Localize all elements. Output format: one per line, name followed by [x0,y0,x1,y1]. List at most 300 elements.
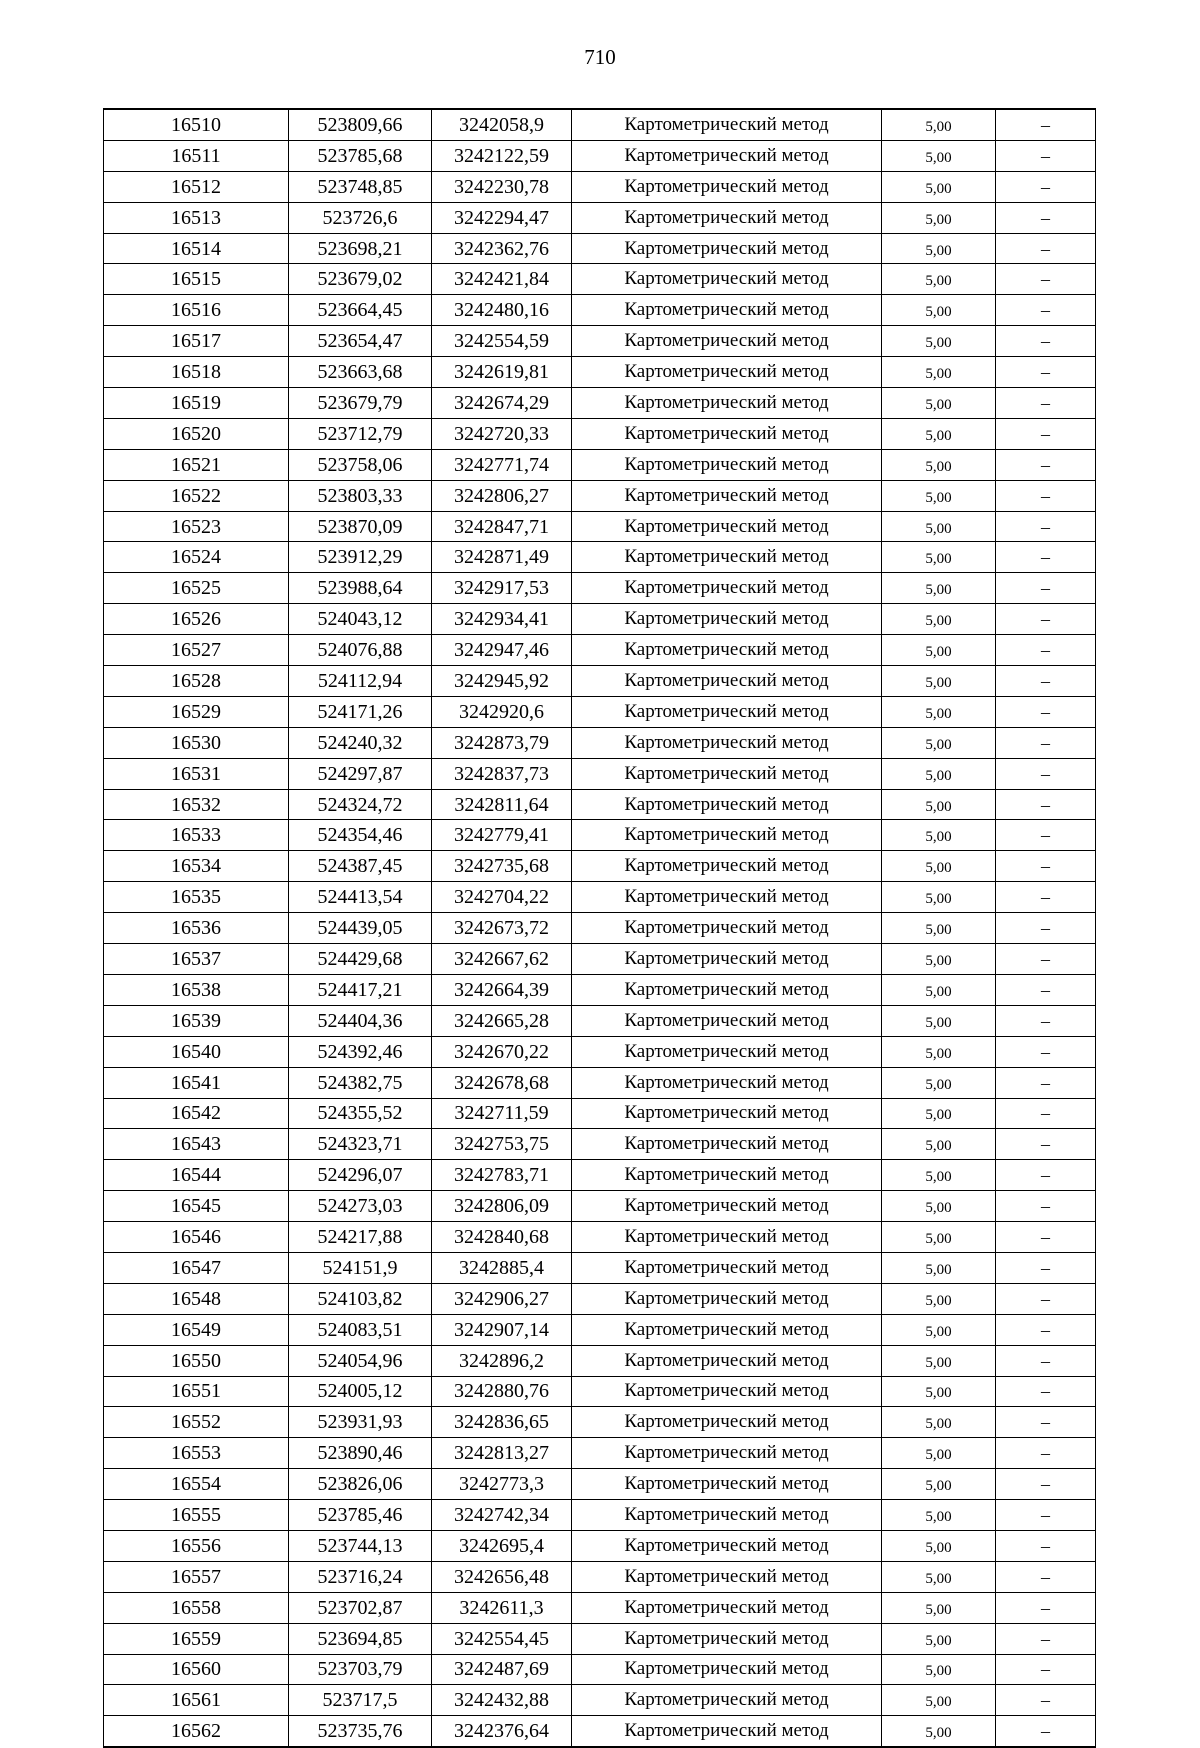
method-cell: Картометрический метод [572,140,882,171]
note-cell: – [996,171,1096,202]
method-cell: Картометрический метод [572,789,882,820]
point-number-cell: 16531 [104,758,289,789]
method-cell: Картометрический метод [572,326,882,357]
method-cell: Картометрический метод [572,418,882,449]
y-coordinate-cell: 3242554,59 [432,326,572,357]
point-number-cell: 16533 [104,820,289,851]
x-coordinate-cell: 524076,88 [289,635,432,666]
x-coordinate-cell: 524413,54 [289,882,432,913]
point-number-cell: 16545 [104,1191,289,1222]
y-coordinate-cell: 3242885,4 [432,1252,572,1283]
method-cell: Картометрический метод [572,542,882,573]
note-cell: – [996,1716,1096,1747]
method-cell: Картометрический метод [572,1160,882,1191]
x-coordinate-cell: 524354,46 [289,820,432,851]
table-row [104,727,1096,758]
note-cell: – [996,1345,1096,1376]
x-coordinate-cell: 523679,79 [289,388,432,419]
method-cell: Картометрический метод [572,1530,882,1561]
y-coordinate-cell: 3242840,68 [432,1222,572,1253]
y-coordinate-cell: 3242917,53 [432,573,572,604]
error-cell: 5,00 [882,820,996,851]
y-coordinate-cell: 3242695,4 [432,1530,572,1561]
table-row [104,202,1096,233]
point-number-cell: 16547 [104,1252,289,1283]
note-cell: – [996,1623,1096,1654]
method-cell: Картометрический метод [572,1314,882,1345]
y-coordinate-cell: 3242664,39 [432,974,572,1005]
point-number-cell: 16510 [104,109,289,140]
method-cell: Картометрический метод [572,1098,882,1129]
note-cell: – [996,944,1096,975]
point-number-cell: 16526 [104,604,289,635]
method-cell: Картометрический метод [572,1191,882,1222]
note-cell: – [996,202,1096,233]
table-row [104,1252,1096,1283]
table-row [104,388,1096,419]
table-row [104,449,1096,480]
error-cell: 5,00 [882,1314,996,1345]
note-cell: – [996,1067,1096,1098]
error-cell: 5,00 [882,388,996,419]
point-number-cell: 16554 [104,1469,289,1500]
point-number-cell: 16546 [104,1222,289,1253]
method-cell: Картометрический метод [572,1561,882,1592]
table-row [104,1160,1096,1191]
note-cell: – [996,1098,1096,1129]
note-cell: – [996,635,1096,666]
note-cell: – [996,1407,1096,1438]
table-row [104,1716,1096,1747]
table-row [104,1500,1096,1531]
error-cell: 5,00 [882,1654,996,1685]
method-cell: Картометрический метод [572,449,882,480]
point-number-cell: 16549 [104,1314,289,1345]
error-cell: 5,00 [882,1623,996,1654]
x-coordinate-cell: 523912,29 [289,542,432,573]
error-cell: 5,00 [882,789,996,820]
error-cell: 5,00 [882,1500,996,1531]
error-cell: 5,00 [882,264,996,295]
table-row [104,1222,1096,1253]
error-cell: 5,00 [882,1685,996,1716]
table-row [104,1067,1096,1098]
y-coordinate-cell: 3242907,14 [432,1314,572,1345]
x-coordinate-cell: 524382,75 [289,1067,432,1098]
note-cell: – [996,1160,1096,1191]
x-coordinate-cell: 523890,46 [289,1438,432,1469]
table-row [104,233,1096,264]
method-cell: Картометрический метод [572,882,882,913]
x-coordinate-cell: 524387,45 [289,851,432,882]
table-row [104,511,1096,542]
x-coordinate-cell: 523785,46 [289,1500,432,1531]
table-row [104,1036,1096,1067]
method-cell: Картометрический метод [572,1036,882,1067]
note-cell: – [996,666,1096,697]
note-cell: – [996,820,1096,851]
y-coordinate-cell: 3242735,68 [432,851,572,882]
error-cell: 5,00 [882,1592,996,1623]
x-coordinate-cell: 523785,68 [289,140,432,171]
y-coordinate-cell: 3242847,71 [432,511,572,542]
method-cell: Картометрический метод [572,171,882,202]
method-cell: Картометрический метод [572,1345,882,1376]
y-coordinate-cell: 3242811,64 [432,789,572,820]
error-cell: 5,00 [882,202,996,233]
y-coordinate-cell: 3242934,41 [432,604,572,635]
x-coordinate-cell: 524273,03 [289,1191,432,1222]
point-number-cell: 16555 [104,1500,289,1531]
point-number-cell: 16551 [104,1376,289,1407]
method-cell: Картометрический метод [572,727,882,758]
method-cell: Картометрический метод [572,604,882,635]
error-cell: 5,00 [882,1160,996,1191]
method-cell: Картометрический метод [572,1407,882,1438]
error-cell: 5,00 [882,635,996,666]
point-number-cell: 16543 [104,1129,289,1160]
method-cell: Картометрический метод [572,295,882,326]
point-number-cell: 16544 [104,1160,289,1191]
note-cell: – [996,109,1096,140]
error-cell: 5,00 [882,295,996,326]
method-cell: Картометрический метод [572,1623,882,1654]
table-row [104,357,1096,388]
error-cell: 5,00 [882,511,996,542]
point-number-cell: 16540 [104,1036,289,1067]
y-coordinate-cell: 3242432,88 [432,1685,572,1716]
y-coordinate-cell: 3242837,73 [432,758,572,789]
note-cell: – [996,233,1096,264]
point-number-cell: 16527 [104,635,289,666]
table-row [104,1129,1096,1160]
error-cell: 5,00 [882,1191,996,1222]
point-number-cell: 16562 [104,1716,289,1747]
note-cell: – [996,418,1096,449]
error-cell: 5,00 [882,944,996,975]
table-row [104,480,1096,511]
table-row [104,1592,1096,1623]
y-coordinate-cell: 3242896,2 [432,1345,572,1376]
x-coordinate-cell: 524439,05 [289,913,432,944]
point-number-cell: 16530 [104,727,289,758]
coordinates-table [103,108,1096,1748]
error-cell: 5,00 [882,1252,996,1283]
y-coordinate-cell: 3242906,27 [432,1283,572,1314]
table-row [104,1283,1096,1314]
method-cell: Картометрический метод [572,202,882,233]
error-cell: 5,00 [882,913,996,944]
method-cell: Картометрический метод [572,913,882,944]
y-coordinate-cell: 3242487,69 [432,1654,572,1685]
y-coordinate-cell: 3242294,47 [432,202,572,233]
x-coordinate-cell: 523679,02 [289,264,432,295]
method-cell: Картометрический метод [572,696,882,727]
x-coordinate-cell: 523663,68 [289,357,432,388]
table-row [104,1685,1096,1716]
y-coordinate-cell: 3242665,28 [432,1005,572,1036]
method-cell: Картометрический метод [572,1376,882,1407]
error-cell: 5,00 [882,666,996,697]
y-coordinate-cell: 3242920,6 [432,696,572,727]
point-number-cell: 16524 [104,542,289,573]
note-cell: – [996,913,1096,944]
table-row [104,974,1096,1005]
x-coordinate-cell: 524240,32 [289,727,432,758]
table-row [104,109,1096,140]
x-coordinate-cell: 524324,72 [289,789,432,820]
table-row [104,1005,1096,1036]
y-coordinate-cell: 3242711,59 [432,1098,572,1129]
point-number-cell: 16553 [104,1438,289,1469]
table-row [104,1191,1096,1222]
note-cell: – [996,1530,1096,1561]
method-cell: Картометрический метод [572,357,882,388]
table-row [104,1376,1096,1407]
error-cell: 5,00 [882,1561,996,1592]
point-number-cell: 16514 [104,233,289,264]
error-cell: 5,00 [882,1129,996,1160]
error-cell: 5,00 [882,851,996,882]
method-cell: Картометрический метод [572,264,882,295]
x-coordinate-cell: 523758,06 [289,449,432,480]
point-number-cell: 16560 [104,1654,289,1685]
table-row [104,851,1096,882]
x-coordinate-cell: 523717,5 [289,1685,432,1716]
point-number-cell: 16517 [104,326,289,357]
method-cell: Картометрический метод [572,1438,882,1469]
note-cell: – [996,140,1096,171]
x-coordinate-cell: 524217,88 [289,1222,432,1253]
note-cell: – [996,1283,1096,1314]
note-cell: – [996,727,1096,758]
y-coordinate-cell: 3242806,27 [432,480,572,511]
method-cell: Картометрический метод [572,1716,882,1747]
y-coordinate-cell: 3242122,59 [432,140,572,171]
error-cell: 5,00 [882,480,996,511]
table-row [104,1623,1096,1654]
table-row [104,326,1096,357]
note-cell: – [996,1685,1096,1716]
table-row [104,140,1096,171]
x-coordinate-cell: 523716,24 [289,1561,432,1592]
note-cell: – [996,573,1096,604]
error-cell: 5,00 [882,1438,996,1469]
error-cell: 5,00 [882,1530,996,1561]
method-cell: Картометрический метод [572,1005,882,1036]
point-number-cell: 16536 [104,913,289,944]
table-row [104,295,1096,326]
x-coordinate-cell: 524043,12 [289,604,432,635]
point-number-cell: 16518 [104,357,289,388]
x-coordinate-cell: 524429,68 [289,944,432,975]
y-coordinate-cell: 3242670,22 [432,1036,572,1067]
error-cell: 5,00 [882,1376,996,1407]
table-row [104,696,1096,727]
note-cell: – [996,480,1096,511]
y-coordinate-cell: 3242742,34 [432,1500,572,1531]
point-number-cell: 16529 [104,696,289,727]
point-number-cell: 16561 [104,1685,289,1716]
error-cell: 5,00 [882,449,996,480]
y-coordinate-cell: 3242773,3 [432,1469,572,1500]
note-cell: – [996,1314,1096,1345]
x-coordinate-cell: 523654,47 [289,326,432,357]
table-row [104,171,1096,202]
point-number-cell: 16550 [104,1345,289,1376]
x-coordinate-cell: 523694,85 [289,1623,432,1654]
error-cell: 5,00 [882,1036,996,1067]
method-cell: Картометрический метод [572,758,882,789]
note-cell: – [996,604,1096,635]
method-cell: Картометрический метод [572,1500,882,1531]
x-coordinate-cell: 523703,79 [289,1654,432,1685]
method-cell: Картометрический метод [572,820,882,851]
error-cell: 5,00 [882,1407,996,1438]
y-coordinate-cell: 3242230,78 [432,171,572,202]
table-row [104,573,1096,604]
x-coordinate-cell: 523726,6 [289,202,432,233]
error-cell: 5,00 [882,1005,996,1036]
table-row [104,882,1096,913]
table-row [104,1098,1096,1129]
table-row [104,1438,1096,1469]
y-coordinate-cell: 3242674,29 [432,388,572,419]
note-cell: – [996,789,1096,820]
x-coordinate-cell: 523826,06 [289,1469,432,1500]
note-cell: – [996,1561,1096,1592]
y-coordinate-cell: 3242656,48 [432,1561,572,1592]
method-cell: Картометрический метод [572,388,882,419]
table-row [104,604,1096,635]
error-cell: 5,00 [882,727,996,758]
method-cell: Картометрический метод [572,974,882,1005]
note-cell: – [996,1654,1096,1685]
table-row [104,542,1096,573]
page-number: 710 [584,45,616,69]
note-cell: – [996,1005,1096,1036]
y-coordinate-cell: 3242806,09 [432,1191,572,1222]
error-cell: 5,00 [882,604,996,635]
note-cell: – [996,974,1096,1005]
y-coordinate-cell: 3242783,71 [432,1160,572,1191]
table-row [104,820,1096,851]
note-cell: – [996,696,1096,727]
x-coordinate-cell: 524323,71 [289,1129,432,1160]
note-cell: – [996,1252,1096,1283]
table-row [104,1345,1096,1376]
table-row [104,1407,1096,1438]
y-coordinate-cell: 3242945,92 [432,666,572,697]
y-coordinate-cell: 3242947,46 [432,635,572,666]
method-cell: Картометрический метод [572,851,882,882]
note-cell: – [996,388,1096,419]
x-coordinate-cell: 524054,96 [289,1345,432,1376]
x-coordinate-cell: 524392,46 [289,1036,432,1067]
table-row [104,1654,1096,1685]
error-cell: 5,00 [882,1469,996,1500]
point-number-cell: 16519 [104,388,289,419]
x-coordinate-cell: 523748,85 [289,171,432,202]
y-coordinate-cell: 3242871,49 [432,542,572,573]
method-cell: Картометрический метод [572,1129,882,1160]
error-cell: 5,00 [882,1067,996,1098]
point-number-cell: 16537 [104,944,289,975]
x-coordinate-cell: 524297,87 [289,758,432,789]
point-number-cell: 16541 [104,1067,289,1098]
method-cell: Картометрический метод [572,1685,882,1716]
x-coordinate-cell: 524404,36 [289,1005,432,1036]
error-cell: 5,00 [882,1098,996,1129]
error-cell: 5,00 [882,326,996,357]
method-cell: Картометрический метод [572,573,882,604]
x-coordinate-cell: 523712,79 [289,418,432,449]
note-cell: – [996,1191,1096,1222]
point-number-cell: 16511 [104,140,289,171]
point-number-cell: 16557 [104,1561,289,1592]
method-cell: Картометрический метод [572,1252,882,1283]
y-coordinate-cell: 3242673,72 [432,913,572,944]
table-row [104,913,1096,944]
y-coordinate-cell: 3242480,16 [432,295,572,326]
table-row [104,666,1096,697]
table-row [104,635,1096,666]
note-cell: – [996,882,1096,913]
table-row [104,1314,1096,1345]
table-row [104,789,1096,820]
point-number-cell: 16513 [104,202,289,233]
point-number-cell: 16528 [104,666,289,697]
method-cell: Картометрический метод [572,1222,882,1253]
x-coordinate-cell: 524296,07 [289,1160,432,1191]
point-number-cell: 16516 [104,295,289,326]
point-number-cell: 16539 [104,1005,289,1036]
error-cell: 5,00 [882,758,996,789]
note-cell: – [996,449,1096,480]
note-cell: – [996,851,1096,882]
point-number-cell: 16559 [104,1623,289,1654]
y-coordinate-cell: 3242880,76 [432,1376,572,1407]
error-cell: 5,00 [882,140,996,171]
table-row [104,758,1096,789]
point-number-cell: 16520 [104,418,289,449]
x-coordinate-cell: 523809,66 [289,109,432,140]
method-cell: Картометрический метод [572,1654,882,1685]
y-coordinate-cell: 3242753,75 [432,1129,572,1160]
note-cell: – [996,1129,1096,1160]
point-number-cell: 16548 [104,1283,289,1314]
y-coordinate-cell: 3242813,27 [432,1438,572,1469]
method-cell: Картометрический метод [572,635,882,666]
point-number-cell: 16534 [104,851,289,882]
error-cell: 5,00 [882,1222,996,1253]
y-coordinate-cell: 3242667,62 [432,944,572,975]
error-cell: 5,00 [882,573,996,604]
point-number-cell: 16523 [104,511,289,542]
method-cell: Картометрический метод [572,233,882,264]
error-cell: 5,00 [882,1345,996,1376]
y-coordinate-cell: 3242611,3 [432,1592,572,1623]
y-coordinate-cell: 3242362,76 [432,233,572,264]
error-cell: 5,00 [882,974,996,1005]
y-coordinate-cell: 3242720,33 [432,418,572,449]
x-coordinate-cell: 524171,26 [289,696,432,727]
method-cell: Картометрический метод [572,511,882,542]
error-cell: 5,00 [882,357,996,388]
x-coordinate-cell: 524083,51 [289,1314,432,1345]
note-cell: – [996,1376,1096,1407]
x-coordinate-cell: 523988,64 [289,573,432,604]
